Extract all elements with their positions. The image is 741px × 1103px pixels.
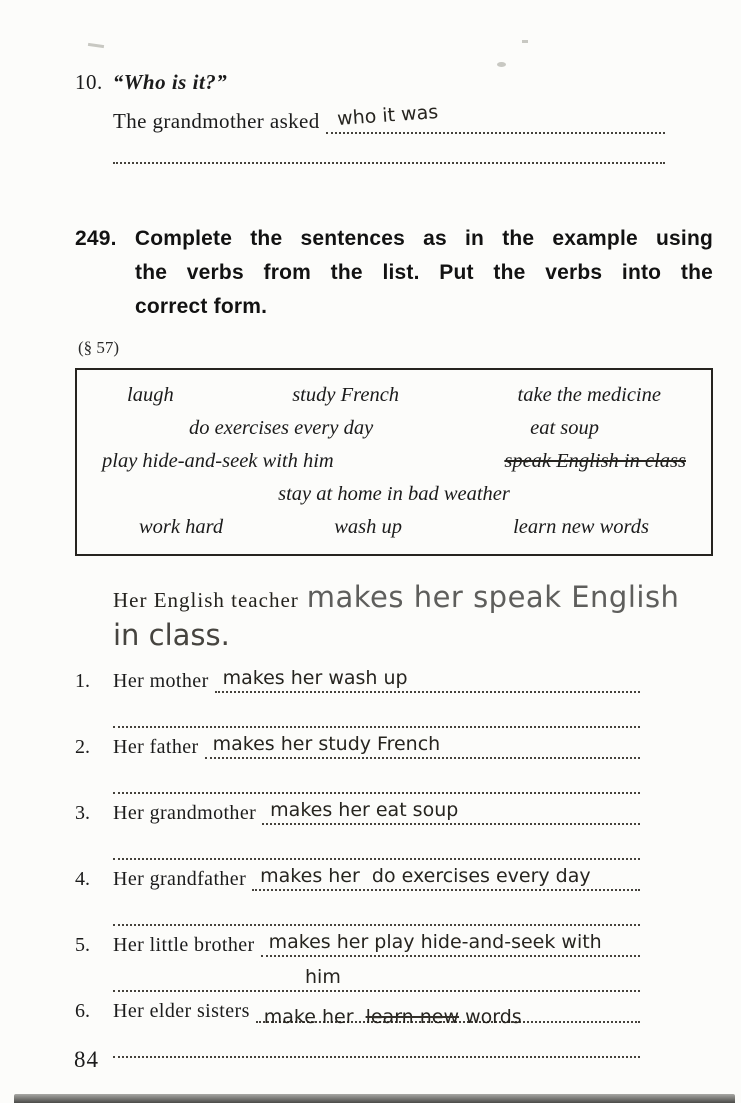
item-number: 3. <box>75 802 90 824</box>
example-sentence <box>113 580 718 652</box>
item-prompt: Her elder sisters <box>113 1000 250 1022</box>
answer-blank <box>252 865 640 891</box>
verb-item: wash up <box>334 516 402 538</box>
answer-row <box>75 798 640 825</box>
verb-item: laugh <box>127 384 174 406</box>
verb-item-crossed-out: speak English in class <box>504 450 686 472</box>
list-item <box>75 798 640 860</box>
example-printed-text: Her English teacher <box>113 588 299 612</box>
answer-blank-continuation <box>113 792 640 794</box>
question-quote: “Who is it?” <box>112 70 228 94</box>
list-item <box>75 930 640 992</box>
item-number: 1. <box>75 670 90 692</box>
verb-list-row <box>77 511 711 544</box>
handwritten-answer-crossed-out: learn new <box>365 1006 460 1028</box>
verb-list-row <box>77 412 711 445</box>
instruction-line: correct form. <box>135 295 268 318</box>
verb-item: learn new words <box>513 516 649 538</box>
list-item <box>75 996 640 1058</box>
answer-row <box>113 101 665 134</box>
item-number: 6. <box>75 1000 90 1022</box>
handwritten-answer <box>264 1006 522 1028</box>
answer-blank <box>256 1006 640 1028</box>
answer-blank-continuation <box>113 726 640 728</box>
item-number: 4. <box>75 868 90 890</box>
question-prompt: The grandmother asked <box>113 109 320 133</box>
list-item <box>75 732 640 794</box>
verb-item: play hide-and-seek with him <box>102 450 334 472</box>
verb-list-row <box>77 379 711 412</box>
answer-blank <box>205 733 640 759</box>
scan-artifact <box>88 43 104 48</box>
list-item <box>75 666 640 728</box>
item-prompt: Her grandmother <box>113 802 257 824</box>
handwritten-answer: makes her eat soup <box>270 799 459 821</box>
answer-blank-continuation <box>113 858 640 860</box>
answer-blank-continuation <box>113 924 640 926</box>
example-handwritten-text: in class. <box>113 618 230 652</box>
verb-list-row <box>77 478 711 511</box>
verb-list-row <box>77 445 711 478</box>
handwritten-answer-part: make her <box>263 1006 366 1028</box>
answer-blank-continuation <box>113 162 665 164</box>
answer-blank-continuation <box>113 966 640 992</box>
verb-list-box <box>75 368 713 556</box>
item-prompt: Her father <box>113 736 199 758</box>
question-10-heading <box>75 70 665 98</box>
exercise-instruction <box>75 222 713 324</box>
scan-artifact <box>522 40 528 43</box>
handwritten-answer: makes her wash up <box>222 667 408 689</box>
instruction-line: the verbs from the list. Put the verbs into the <box>135 261 713 284</box>
answer-blank <box>326 101 665 134</box>
answer-blank-continuation <box>113 1056 640 1058</box>
answer-row <box>75 732 640 759</box>
answer-row <box>75 864 640 891</box>
page-number: 84 <box>74 1047 99 1072</box>
handwritten-answer: makes her study French <box>212 733 441 755</box>
handwritten-answer: makes her play hide-and-seek with <box>268 931 602 953</box>
verb-item: do exercises every day <box>189 417 374 439</box>
verb-item: eat soup <box>530 417 599 439</box>
handwritten-answer: him <box>305 966 341 988</box>
instruction-line <box>75 222 713 256</box>
verb-item: study French <box>292 384 400 406</box>
answer-blank <box>215 667 640 693</box>
list-item <box>75 864 640 926</box>
item-prompt: Her grandfather <box>113 868 247 890</box>
verb-item: take the medicine <box>517 384 661 406</box>
answer-blank <box>262 799 640 825</box>
question-number: 10. <box>75 70 103 94</box>
answer-row <box>75 930 640 957</box>
scan-artifact <box>497 62 506 67</box>
item-prompt: Her little brother <box>113 934 255 956</box>
handwritten-answer: who it was <box>336 101 439 130</box>
example-handwritten-text: makes her speak English <box>306 580 680 614</box>
answer-row <box>75 666 640 693</box>
item-number: 5. <box>75 934 90 956</box>
answer-blank <box>261 931 640 957</box>
verb-item: work hard <box>139 516 224 538</box>
handwritten-answer: makes her do exercises every day <box>260 865 591 887</box>
exercise-number: 249. <box>75 227 117 250</box>
exercise-items <box>75 666 640 1058</box>
verb-item: stay at home in bad weather <box>278 483 510 505</box>
question-10 <box>75 70 665 164</box>
item-number: 2. <box>75 736 90 758</box>
answer-row <box>75 996 640 1028</box>
instruction-text: Complete the sentences as in the example using <box>134 227 713 250</box>
item-prompt: Her mother <box>113 670 209 692</box>
handwritten-answer-part: words <box>459 1006 522 1028</box>
scan-edge-shadow <box>14 1094 735 1103</box>
paragraph-reference: (§ 57) <box>78 338 120 357</box>
